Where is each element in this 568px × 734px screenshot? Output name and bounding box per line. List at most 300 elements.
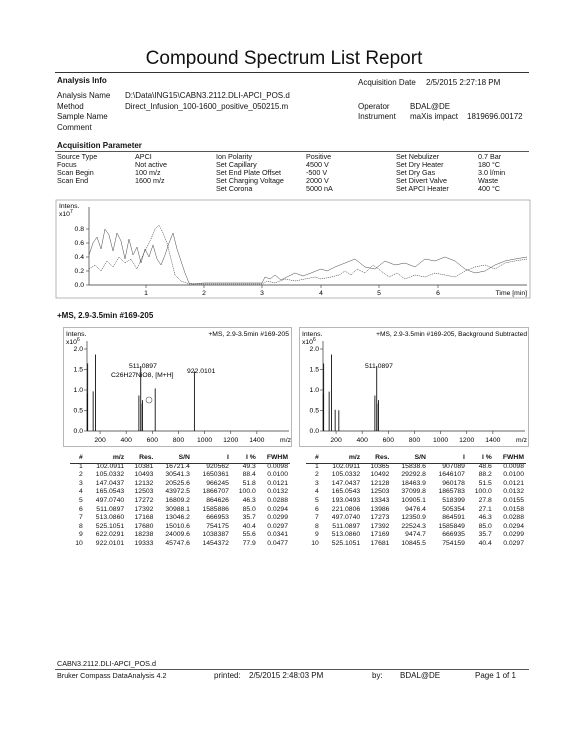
peak-table-cell: 1585886 [202,505,229,513]
peak-table-cell: 497.0740 [95,496,125,504]
spec-axes [74,341,292,444]
peak-table-cell: 0.0288 [503,514,524,522]
spec-ytick [310,387,323,394]
spec-xtick-label: 600 [382,437,395,444]
spec-xtick-label: 600 [146,437,159,444]
peak-table-cell: 85.0 [242,505,256,513]
peak-table-cell: 29292.8 [401,471,426,479]
spec-ytick [310,346,323,353]
peak-table-cell: 0.0341 [267,531,288,539]
spec-xunit: m/z [280,437,291,444]
footer-by-label: by: [372,671,383,680]
peak-table-cell: 17392 [370,522,390,530]
peak-table-column-header: FWHM [502,454,524,461]
peak-table-cell: 16721.4 [165,462,190,470]
chrom-ytick [75,240,89,247]
param-label: Set Dry Heater [396,160,444,169]
spec-xunit: m/z [516,437,527,444]
param-label: Source Type [57,152,98,161]
peak-table-background-subtracted [306,454,526,549]
spec-annotation-formula: C26H27NiO8, [M+H] [111,372,174,379]
title-rule [55,72,529,73]
param-value: APCI [135,152,152,161]
peak-table-cell: 513.0860 [331,531,361,539]
sample-name-label: Sample Name [57,112,108,121]
peak-table-cell: 22524.3 [401,522,426,530]
analysis-name-label: Analysis Name [57,91,111,100]
peak-table-cell: 15838.6 [401,462,426,470]
peak-table-cell: 7 [79,514,83,522]
peak-table-cell: 12128 [370,479,390,487]
param-value: 4500 V [306,160,329,169]
peak-table-cell: 907089 [442,462,465,470]
spec-xtick-label: 1200 [459,437,475,444]
spec-xtick-label: 200 [94,437,106,444]
peak-table-cell: 966245 [206,479,229,487]
param-row [396,160,501,169]
peak-table-cell: 102.0911 [332,462,361,470]
peak-table-cell: 5 [315,496,319,504]
spec-ytick-label: 1.0 [309,387,319,394]
peak-table-cell: 0.0294 [267,505,288,513]
spec-xtick-label: 1400 [249,437,265,444]
peak-table-cell: 17168 [134,514,154,522]
peak-table-cell: 17680 [134,522,154,530]
spec-ytick-label: 2.0 [73,346,83,353]
spec-ytick-label: 2.0 [309,346,319,353]
peak-table-column-header: # [79,454,83,461]
peak-table-cell: 9 [79,531,83,539]
peak-table-row [306,531,526,540]
chrom-xtick-label: 6 [436,290,440,297]
param-label: Set End Plate Offset [216,168,281,177]
spec-ytick [310,367,323,374]
peak-table-cell: 525.1051 [331,539,361,547]
peak-table-cell: 147.0437 [95,479,125,487]
peak-table-column-header: # [315,454,319,461]
chrom-xtick [260,285,264,297]
peak-table-column-header: Res. [375,454,390,461]
spec-ytick-label: 1.0 [73,387,83,394]
chrom-axes [75,207,528,297]
peak-table-row [306,540,526,549]
param-row [57,160,167,169]
peak-table-cell: 13343 [370,496,390,504]
peak-table-column-header: S/N [178,454,190,461]
param-row [216,160,329,169]
param-row [216,176,329,185]
param-label: Ion Polarity [216,152,252,161]
param-row [216,168,328,177]
peak-table-cell: 27.8 [478,496,492,504]
param-value: Waste [478,176,499,185]
peak-table-cell: 0.0132 [503,488,524,496]
spec-legend: +MS, 2.9-3.5min #169-205 [208,331,289,338]
spec-xtick-label: 400 [356,437,368,444]
peak-table-cell: 88.4 [242,471,256,479]
param-row [216,184,333,193]
param-row [396,184,501,193]
peak-table-cell: 511.0897 [96,505,125,513]
spec-xtick [383,431,395,444]
peak-table-cell: 3 [79,479,83,487]
peak-table-cell: 17273 [370,514,390,522]
spectrum-background-subtracted [299,327,529,447]
footer-printed-value: 2/5/2015 2:48:03 PM [249,671,324,680]
peak-table-cell: 105.0332 [95,471,125,479]
peak-table-cell: 0.0297 [503,539,524,547]
spec-ytick [310,428,323,435]
chrom-xtick [144,285,148,297]
peak-table-cell: 622.0291 [95,531,125,539]
spec-yexp-power: 6 [312,337,316,343]
acq-params-heading: Acquisition Parameter [57,141,142,150]
peak-table-cell: 16809.2 [165,496,190,504]
peak-table-cell: 147.0437 [331,479,361,487]
instrument-label: Instrument [358,112,396,121]
param-value: 5000 nA [306,184,333,193]
footer-rule [55,669,529,670]
spec-xtick [223,431,238,444]
peak-table-cell: 165.0543 [331,488,361,496]
peak-table-cell: 13046.2 [165,514,190,522]
peak-table-rule [306,463,526,464]
spec-xtick [330,431,342,444]
peak-table-cell: 9474.7 [405,531,426,539]
peak-table-cell: 0.0158 [503,505,524,513]
peak-table-cell: 10 [75,539,83,547]
footer-page: Page 1 of 1 [475,671,516,680]
spec-xtick [433,431,448,444]
peak-table-column-header: S/N [414,454,426,461]
peak-table-cell: 525.1051 [95,522,125,530]
peak-table-cell: 9476.4 [405,505,426,513]
chrom-xtick [377,285,381,297]
peak-table-cell: 24009.6 [165,531,190,539]
instrument-value: maXis impact [410,112,459,121]
spec-ytick [74,346,87,353]
peak-table-row [70,523,290,532]
spec-ylabel: Intens. [302,331,323,338]
param-label: Set APCI Heater [396,184,449,193]
peak-table-cell: 10492 [370,471,390,479]
peak-table-cell: 505354 [442,505,465,513]
spectrum-frame [64,328,292,447]
peak-table-raw [70,454,290,549]
peak-table-row [306,471,526,480]
peak-table-cell: 48.6 [478,462,492,470]
footer-by-value: BDAL@DE [400,671,441,680]
spec-ytick [74,387,87,394]
chrom-ylabel: Intens. [59,203,80,210]
chrom-ytick-label: 0.2 [74,268,84,275]
footer-software: Bruker Compass DataAnalysis 4.2 [57,671,167,680]
peak-table-cell: 0.0155 [503,496,524,504]
peak-table-cell: 1650361 [202,471,229,479]
peak-table-cell: 864626 [206,496,229,504]
chrom-ytick-label: 0.6 [74,240,84,247]
peak-table-cell: 922.0101 [95,539,125,547]
peak-table-column-header: m/z [348,454,361,461]
peak-table-cell: 666953 [206,514,229,522]
param-value: 0.7 Bar [478,152,502,161]
peak-table-cell: 518399 [442,496,465,504]
peak-table-cell: 10493 [134,471,154,479]
peak-table-cell: 85.0 [478,522,492,530]
peak-table-cell: 1585849 [438,522,465,530]
param-label: Set Divert Valve [396,176,447,185]
analysis-info-heading: Analysis Info [57,76,107,85]
spec-yexp-base: x10 [66,339,77,346]
spec-ytick-label: 1.5 [309,366,319,374]
chrom-ytick [75,268,89,275]
peak-table-cell: 0.0100 [503,471,524,479]
peak-table-cell: 40.4 [242,522,256,530]
spec-legend: +MS, 2.9-3.5min #169-205, Background Subtracted [376,331,527,338]
peak-table-row [70,497,290,506]
peak-table-cell: 0.0299 [267,514,288,522]
peak-table-cell: 46.3 [478,514,492,522]
peak-table-cell: 8 [79,522,83,530]
peak-table-cell: 12503 [134,488,154,496]
peak-table-cell: 100.0 [238,488,256,496]
chrom-xtick [436,285,440,297]
spec-ytick [74,408,87,415]
peak-table-cell: 30988.1 [165,505,190,513]
peak-table-cell: 513.0860 [95,514,125,522]
peak-table-row [70,514,290,523]
param-value: Not active [135,160,167,169]
spec-axes [310,341,528,444]
spectrum-frame [300,328,529,447]
peak-table-cell: 51.8 [242,479,256,487]
peak-table-column-header: FWHM [266,454,288,461]
peak-table-cell: 3 [315,479,319,487]
spec-xtick-label: 800 [408,437,421,444]
peak-table-row [306,480,526,489]
peak-table-cell: 4 [79,488,83,496]
param-value: -500 V [306,168,328,177]
peak-table-header [70,454,290,463]
param-value: 400 °C [478,184,501,193]
spec-xtick [409,431,421,444]
spec-xtick [147,431,159,444]
peak-table-cell: 12132 [134,479,154,487]
peak-table-row [70,531,290,540]
param-row [57,152,152,161]
acq-date-label: Acquisition Date [358,78,416,87]
peak-table-cell: 10905.1 [401,496,426,504]
peak-table-cell: 17681 [370,539,390,547]
chrom-xlabel: Time [min] [495,290,527,297]
peak-table-cell: 0.0477 [267,539,288,547]
peak-table-cell: 0.0132 [267,488,288,496]
chrom-ytick-label: 0.0 [74,282,84,289]
param-label: Focus [57,160,77,169]
peak-table-cell: 960178 [442,479,465,487]
param-label: Scan End [57,176,89,185]
method-label: Method [57,102,84,111]
peak-table-row [306,523,526,532]
param-label: Set Charging Voltage [216,176,284,185]
chrom-ytick [75,254,89,261]
peak-table-cell: 15010.6 [165,522,190,530]
comment-label: Comment [57,123,92,132]
peak-table-row [306,497,526,506]
peak-table-row [70,471,290,480]
peak-table-cell: 17272 [134,496,154,504]
footer-printed-label: printed: [214,671,241,680]
spec-xtick [485,431,500,444]
peak-table-cell: 754159 [442,539,465,547]
peak-table-cell: 6 [79,505,83,513]
spec-xtick-label: 1200 [223,437,239,444]
peak-table-row [70,506,290,515]
peak-table-cell: 1454372 [202,539,229,547]
peak-table-cell: 30541.3 [165,471,190,479]
acq-params-col2 [216,152,333,193]
param-label: Scan Begin [57,168,94,177]
peak-table-cell: 2 [79,471,83,479]
peak-table-row [70,488,290,497]
chrom-yexp [59,209,73,218]
peak-table-cell: 100.0 [474,488,492,496]
param-label: Set Nebulizer [396,152,440,161]
peak-table-cell: 105.0332 [331,471,361,479]
peak-table-cell: 864591 [442,514,465,522]
peak-table-cell: 1646107 [438,471,465,479]
peak-table-cell: 754175 [206,522,229,530]
peak-table-row [70,480,290,489]
peak-table-row [306,488,526,497]
peak-table-cell: 19333 [134,539,154,547]
peak-table-cell: 10365 [370,462,390,470]
spec-ytick-label: 0.0 [73,428,83,435]
param-label: Set Dry Gas [396,168,436,177]
peak-table-cell: 0.0100 [267,471,288,479]
spec-xtick-label: 200 [330,437,342,444]
spec-xtick [94,431,106,444]
peak-table-column-header: I [227,454,229,461]
peak-table-cell: 9 [315,531,319,539]
peak-table-cell: 165.0543 [95,488,125,496]
spec-xtick [357,431,369,444]
peak-table-cell: 17169 [370,531,390,539]
peak-table-cell: 0.0098 [267,462,288,470]
spec-ytick-label: 1.5 [73,366,83,374]
operator-value: BDAL@DE [410,102,451,111]
peak-table-cell: 18238 [134,531,154,539]
peak-table-cell: 18463.9 [401,479,426,487]
peak-table-cell: 35.7 [242,514,256,522]
peak-table-cell: 12503 [370,488,390,496]
peak-table-column-header: Res. [139,454,154,461]
peak-table-cell: 10 [311,539,319,547]
footer-file: CABN3.2112.DLI-APCI_POS.d [57,659,156,668]
peak-table-cell: 6 [315,505,319,513]
peak-table-cell: 102.0911 [96,462,125,470]
spec-annotation-mz: 511.0897 [365,363,393,370]
spec-xtick-label: 1400 [485,437,501,444]
spec-annotation-mz2: 922.0101 [187,368,216,375]
peak-table-cell: 0.0288 [267,496,288,504]
instrument-serial: 1819696.00172 [467,112,523,121]
peak-table-row [306,506,526,515]
peak-table-header [306,454,526,463]
peak-table-cell: 8 [315,522,319,530]
peak-table-cell: 46.3 [242,496,256,504]
spec-yexp-power: 6 [76,337,80,343]
chrom-xtick-label: 4 [319,290,323,297]
spec-xtick-label: 800 [172,437,185,444]
param-value: 180 °C [478,160,501,169]
spec-xtick [249,431,264,444]
peak-table-cell: 20525.6 [165,479,190,487]
spec-annotation-mz: 511.0897 [129,363,157,370]
spectrum-raw [63,327,292,447]
peak-table-cell: 920562 [206,462,229,470]
operator-label: Operator [358,102,390,111]
peak-table-cell: 1038387 [202,531,229,539]
peak-table-cell: 1865783 [438,488,465,496]
peak-table-cell: 0.0294 [503,522,524,530]
chrom-ytick [75,226,89,233]
peak-table-cell: 193.0493 [331,496,361,504]
peak-table-cell: 5 [79,496,83,504]
peak-table-cell: 0.0299 [503,531,524,539]
param-row [396,152,502,161]
param-row [57,176,165,185]
peak-table-cell: 0.0098 [503,462,524,470]
spectrum-heading: +MS, 2.9-3.5min #169-205 [57,311,154,320]
peak-table-row [70,540,290,549]
peak-table-cell: 77.9 [242,539,256,547]
peak-table-row [306,514,526,523]
acq-params-col3 [396,152,506,193]
param-row [57,168,161,177]
peak-table-cell: 35.7 [478,531,492,539]
peak-table-cell: 12350.9 [401,514,426,522]
param-value: 2000 V [306,176,329,185]
peak-table-column-header: m/z [112,454,125,461]
peak-table-cell: 40.4 [478,539,492,547]
chrom-yexp-base: x10 [59,211,70,218]
spec-xtick [121,431,133,444]
peak-table-cell: 4 [315,488,319,496]
chromatogram [55,199,531,299]
spec-yexp [302,337,316,346]
param-value: 100 m/z [135,168,161,177]
spec-ylabel: Intens. [66,331,87,338]
param-row [396,176,499,185]
param-row [216,152,332,161]
spec-yexp-base: x10 [302,339,313,346]
spec-xtick-label: 1000 [433,437,449,444]
chrom-yexp-power: 7 [69,209,73,215]
peak-table-cell: 1 [315,462,319,470]
peak-table-cell: 2 [315,471,319,479]
param-label: Set Corona [216,184,253,193]
peak-table-cell: 88.2 [478,471,492,479]
peak-table-column-header: I [463,454,465,461]
chrom-ytick-label: 0.8 [74,226,84,233]
peak-table-column-header: I % [245,454,256,461]
peak-table-cell: 27.1 [478,505,492,513]
acq-params-col1 [57,152,167,185]
peak-table-cell: 49.3 [242,462,256,470]
spec-xtick [173,431,185,444]
spec-ytick-label: 0.0 [309,428,319,435]
